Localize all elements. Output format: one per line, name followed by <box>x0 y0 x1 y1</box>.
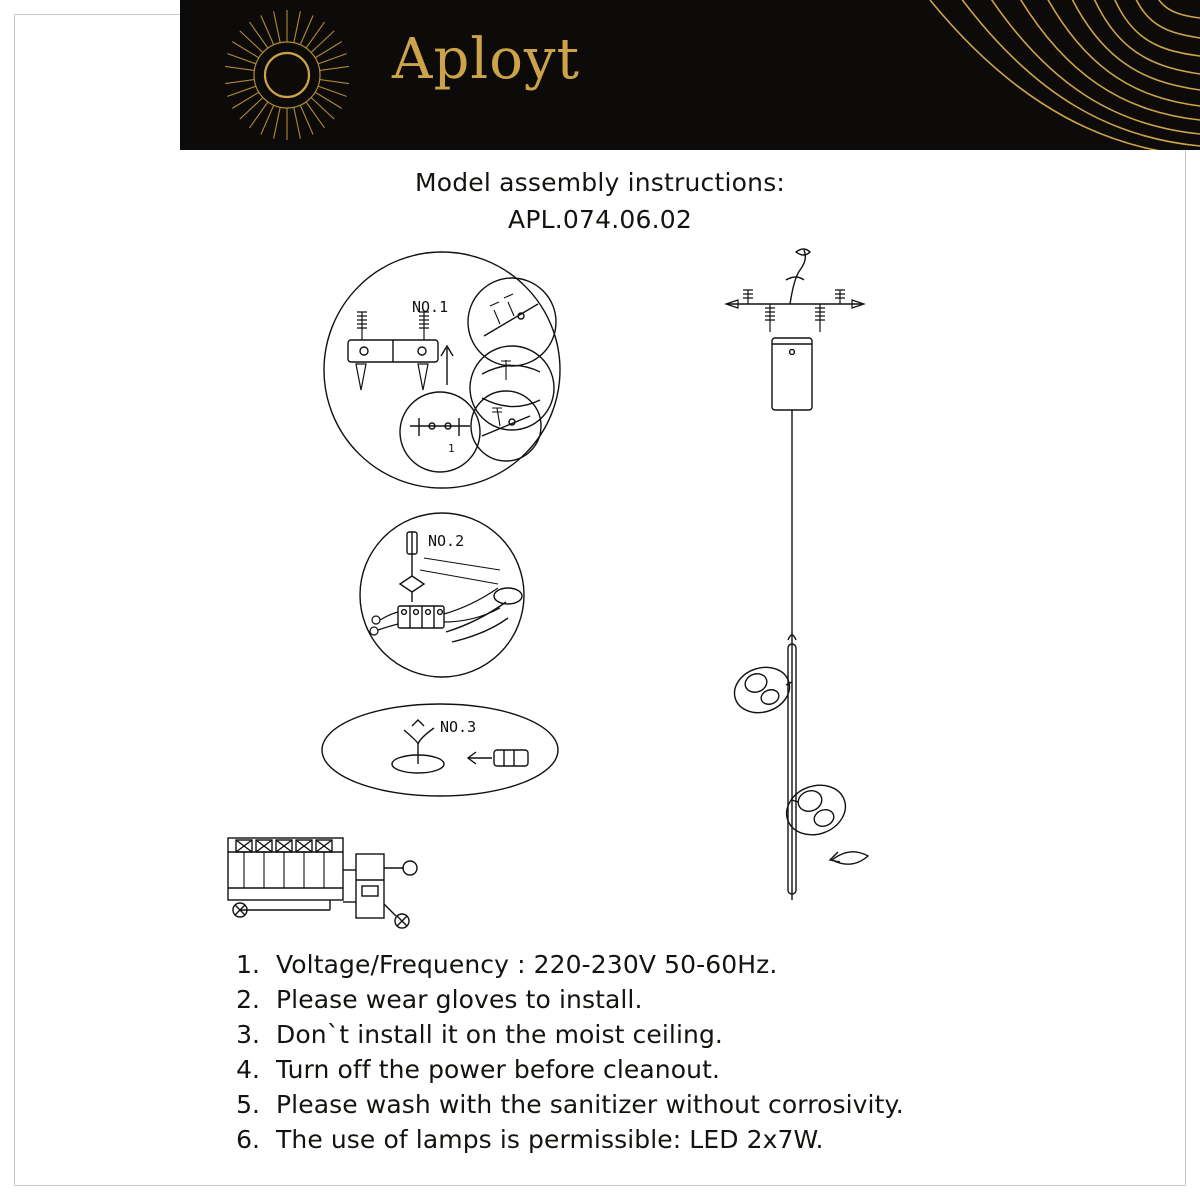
note-text: Please wear gloves to install. <box>276 985 643 1014</box>
brand-wordmark: Aployt <box>392 27 581 92</box>
note-number: 1. <box>236 950 260 979</box>
note-text: The use of lamps is permissible: LED 2x7W. <box>276 1125 824 1154</box>
note-text: Turn off the power before cleanout. <box>276 1055 721 1084</box>
note-number: 6. <box>236 1125 260 1154</box>
note-number: 2. <box>236 985 260 1014</box>
list-item <box>232 950 1092 979</box>
note-number: 4. <box>236 1055 260 1084</box>
note-number: 3. <box>236 1020 260 1049</box>
list-item <box>232 1055 1092 1084</box>
step-3-label: NO.3 <box>440 718 477 736</box>
list-item <box>232 985 1092 1014</box>
model-code: APL.074.06.02 <box>508 205 692 234</box>
safety-notes-list <box>232 950 1092 1160</box>
list-item <box>232 1125 1092 1154</box>
note-number: 5. <box>236 1090 260 1119</box>
step-1-label: NO.1 <box>412 298 449 316</box>
note-text: Don`t install it on the moist ceiling. <box>276 1020 723 1049</box>
note-text: Please wash with the sanitizer without corrosivity. <box>276 1090 904 1119</box>
page-title <box>0 168 1200 234</box>
list-item <box>232 1020 1092 1049</box>
instructions-label: Model assembly instructions: <box>414 168 786 197</box>
step1-detail-number: 1 <box>448 442 455 455</box>
assembly-diagrams <box>0 240 1200 940</box>
decorative-rays-icon <box>780 0 1200 150</box>
list-item <box>232 1090 1092 1119</box>
header-banner <box>180 0 1200 150</box>
sunburst-logo-icon <box>220 8 354 142</box>
note-text: Voltage/Frequency : 220-230V 50-60Hz. <box>276 950 778 979</box>
step-2-label: NO.2 <box>428 532 465 550</box>
